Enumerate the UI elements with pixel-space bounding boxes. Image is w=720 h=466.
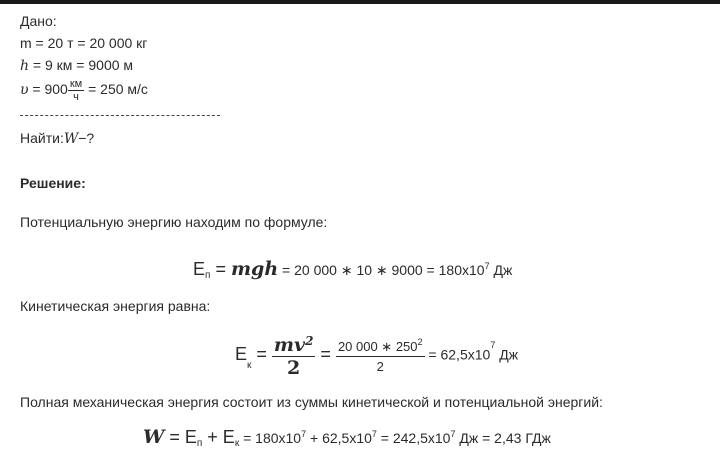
total-sub1: п — [196, 438, 203, 449]
ep-subscript: п — [205, 270, 211, 281]
mv-exponent: 2 — [305, 334, 314, 348]
mv2-numerator — [272, 330, 316, 357]
total-part3: = 180х10 — [239, 430, 302, 446]
mv2-fraction — [272, 330, 316, 379]
ek-equals: = — [251, 344, 272, 364]
numeric-numerator-text: 20 000 ∗ 250 — [337, 338, 418, 354]
kmh-numerator: км — [69, 77, 83, 90]
solution-heading: Решение: — [20, 175, 86, 191]
potential-unit: Дж — [489, 262, 513, 278]
w-variable: W — [63, 131, 79, 147]
ek-equals-2: = — [315, 344, 336, 364]
mgh-term: mgh — [230, 258, 279, 280]
numeric-fraction — [336, 333, 425, 377]
separator-line — [20, 115, 220, 116]
h-variable: h — [20, 58, 30, 74]
given-height — [20, 56, 133, 75]
total-formula — [143, 426, 551, 449]
kinetic-rhs: = 62,5х10 — [424, 346, 491, 363]
total-part2: + E — [202, 427, 235, 447]
total-exp2: 7 — [371, 429, 377, 439]
numeric-numerator — [336, 333, 425, 357]
total-exp3: 7 — [450, 429, 456, 439]
total-part4: + 62,5х10 — [306, 430, 372, 446]
ek-subscript: к — [247, 360, 252, 372]
find-label: Найти: — [20, 130, 64, 146]
total-part6: Дж = 2,43 ГДж — [455, 430, 551, 446]
potential-text: Потенциальную энергию находим по формуле: — [20, 214, 328, 230]
total-part5: = 242,5х10 — [376, 430, 451, 446]
mv-term: mv — [273, 334, 306, 356]
total-sub2: к — [234, 438, 240, 449]
numeric-denominator: 2 — [376, 358, 384, 374]
potential-formula — [193, 258, 512, 281]
total-exp1: 7 — [301, 429, 307, 439]
total-part1: = E — [164, 427, 197, 447]
potential-rhs: = 20 000 ∗ 10 ∗ 9000 = 180х10 — [278, 262, 485, 278]
velocity-right: = 250 м/с — [84, 81, 148, 97]
kinetic-formula — [235, 330, 518, 380]
find-question: −? — [78, 130, 95, 146]
kmh-fraction — [68, 78, 84, 103]
kinetic-exponent: 7 — [490, 340, 496, 351]
ep-equals: = — [210, 259, 231, 279]
mv2-denominator: 2 — [287, 357, 301, 379]
v-variable: υ — [20, 82, 29, 98]
kinetic-text: Кинетическая энергия равна: — [20, 298, 211, 314]
given-label: Дано: — [20, 13, 57, 29]
find-line — [20, 129, 94, 148]
w-symbol: W — [143, 426, 165, 448]
numeric-exponent: 2 — [417, 336, 423, 347]
potential-exponent: 7 — [484, 261, 490, 271]
height-value: = 9 км = 9000 м — [29, 57, 134, 73]
total-text: Полная механическая энергия состоит из суммы кинетической и потенциальной энергий: — [20, 394, 603, 410]
ek-symbol: E — [235, 344, 248, 364]
given-velocity — [20, 74, 148, 105]
given-mass: m = 20 т = 20 000 кг — [20, 35, 148, 51]
kmh-denominator: ч — [73, 90, 79, 103]
velocity-left: = 900 — [28, 81, 68, 97]
ep-symbol: E — [193, 259, 206, 279]
kinetic-unit: Дж — [495, 346, 519, 363]
